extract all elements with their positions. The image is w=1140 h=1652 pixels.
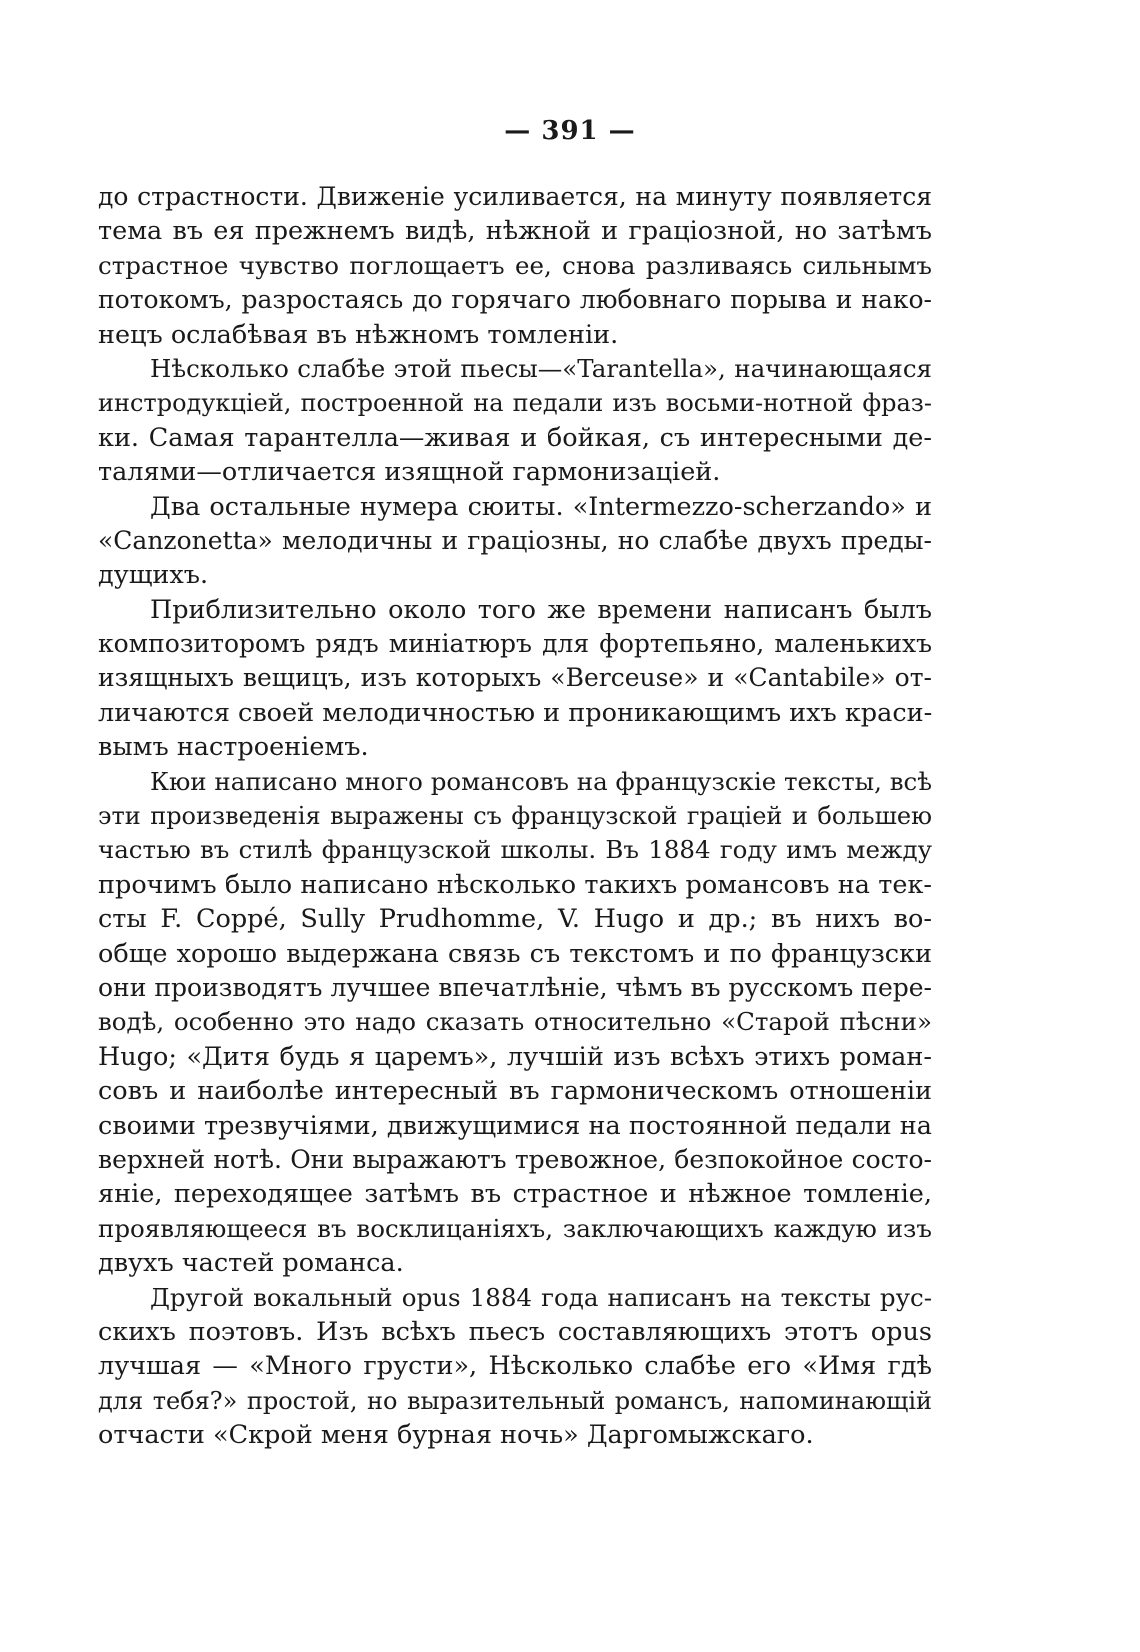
text-line: лучшая — «Много грусти», Нѣсколько слабѣе его «Имя гдѣ [98,1351,932,1382]
text-line: яніе, переходящее затѣмъ въ страстное и нѣжное томленіе, [98,1179,932,1210]
paragraph [98,490,932,593]
text-line: Кюи написано много романсовъ на французскіе тексты, всѣ [150,766,932,796]
text-line: верхней нотѣ. Они выражаютъ тревожное, безпокойное состо- [98,1144,932,1174]
text-line: страстное чувство поглощаетъ ее, снова разливаясь сильнымъ [98,250,932,280]
text-line: ки. Самая тарантелла—живая и бойкая, съ интересными де- [98,422,932,453]
text-line: частью въ стилѣ французской школы. Въ 1884 году имъ между [98,835,932,865]
paragraph [98,593,932,765]
text-line: «Canzonetta» мелодичны и граціозны, но слабѣе двухъ преды- [98,525,932,555]
text-line: отчасти «Скрой меня бурная ночь» Даргомыжскаго. [98,1420,814,1451]
text-line: Приблизительно около того же времени написанъ былъ [150,594,932,625]
text-line: для тебя?» простой, но выразительный романсъ, напоминающій [98,1386,932,1415]
text-line: композиторомъ рядъ миніатюръ для фортепьяно, маленькихъ [98,629,932,659]
text-line: совъ и наиболѣе интересный въ гармоническомъ отношеніи [98,1076,932,1107]
paragraph [98,180,932,352]
paragraph [98,1281,932,1453]
text-line: скихъ поэтовъ. Изъ всѣхъ пьесъ составляющихъ этотъ opus [98,1316,932,1347]
text-line: личаются своей мелодичностью и проникающимъ ихъ краси- [98,697,933,728]
text-line: сты F. Coppé, Sully Prudhomme, V. Hugo и др.; въ нихъ во- [98,904,932,935]
text-line: нецъ ослабѣвая въ нѣжномъ томленіи. [98,319,619,350]
text-line: двухъ частей романса. [98,1248,404,1279]
text-line: своими трезвучіями, движущимися на постоянной педали на [98,1110,932,1141]
text-line: Нѣсколько слабѣе этой пьесы—«Tarantella», начинающаяся [150,353,932,383]
text-line: Hugo; «Дитя будь я царемъ», лучшій изъ всѣхъ этихъ роман- [98,1041,932,1072]
text-line: эти произведенія выражены съ французской граціей и большею [98,802,932,831]
paragraph [98,765,932,1281]
text-line: до страстности. Движеніе усиливается, на минуту появляется [98,182,932,211]
text-line: потокомъ, разростаясь до горячаго любовнаго порыва и нако- [98,285,932,315]
text-line: проявляющееся въ восклицаніяхъ, заключающихъ каждую изъ [98,1213,932,1243]
text-line: обще хорошо выдержана связь съ текстомъ и по французски [98,938,932,969]
text-line: инстродукціей, построенной на педали изъ восьми-нотной фраз- [98,389,932,418]
text-line: прочимъ было написано нѣсколько такихъ романсовъ на тек- [98,869,932,900]
text-line: вымъ настроеніемъ. [98,732,369,763]
text-line: они производятъ лучшее впечатлѣніе, чѣмъ въ русскомъ пере- [98,972,932,1002]
text-line: дущихъ. [98,560,209,591]
text-line: тема въ ея прежнемъ видѣ, нѣжной и граціозной, но затѣмъ [98,216,932,247]
text-line: талями—отличается изящной гармонизаціей. [98,457,721,488]
page-number: — 391 — [504,116,636,146]
text-line: изящныхъ вещицъ, изъ которыхъ «Berceuse» и «Cantabile» от- [98,663,932,693]
text-body [98,180,932,1452]
paragraph [98,352,932,490]
text-line: водѣ, особенно это надо сказать относительно «Старой пѣсни» [98,1007,932,1037]
text-line: Два остальные нумера сюиты. «Intermezzo-scherzando» и [150,491,932,522]
text-line: Другой вокальный opus 1884 года написанъ на тексты рус- [150,1282,932,1312]
